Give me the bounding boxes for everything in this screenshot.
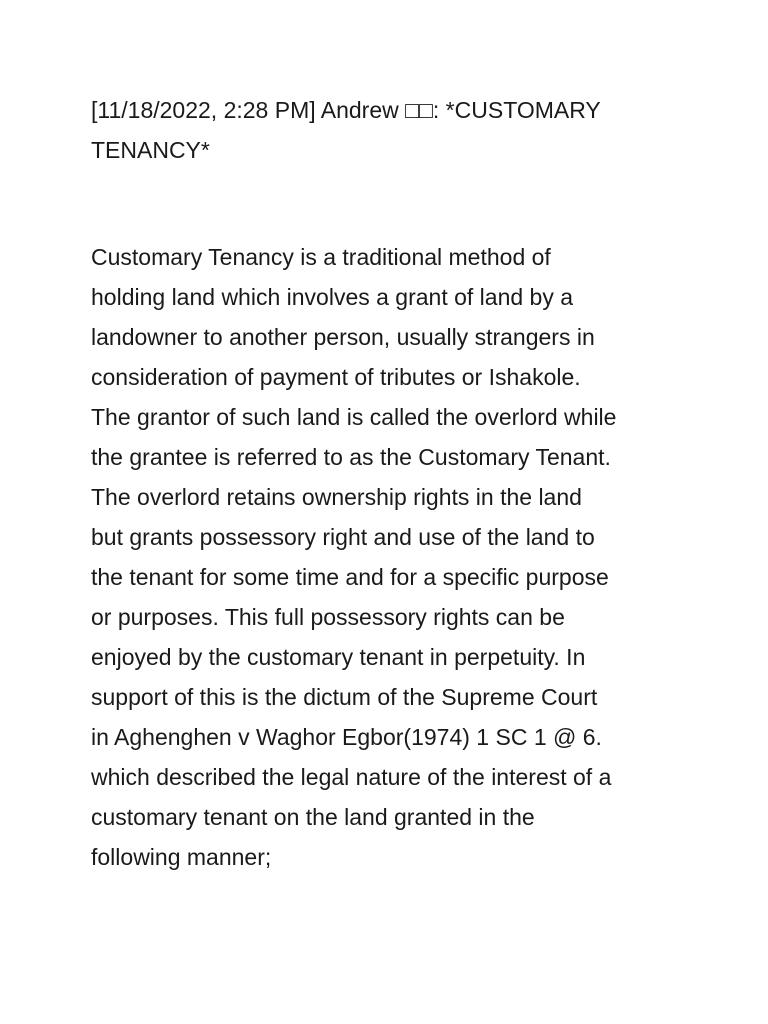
message-header [91, 90, 691, 170]
body-line: holding land which involves a grant of land by a [91, 284, 574, 310]
body-line: but grants possessory right and use of the land to [91, 524, 595, 550]
body-line: support of this is the dictum of the Supreme Court [91, 684, 598, 710]
body-line: enjoyed by the customary tenant in perpetuity. In [91, 644, 586, 670]
body-line: The grantor of such land is called the overlord while [91, 404, 617, 430]
body-line: the tenant for some time and for a specific purpose [91, 564, 609, 590]
body-line: following manner; [91, 844, 272, 870]
body-line: consideration of payment of tributes or Ishakole. [91, 364, 581, 390]
message-body [91, 237, 691, 877]
header-line: [11/18/2022, 2:28 PM] Andrew □□: *CUSTOMARY [91, 97, 601, 123]
header-line: TENANCY* [91, 137, 210, 163]
body-line: or purposes. This full possessory rights can be [91, 604, 565, 630]
body-line: The overlord retains ownership rights in the land [91, 484, 582, 510]
body-line: which described the legal nature of the interest of a [91, 764, 612, 790]
body-line: the grantee is referred to as the Customary Tenant. [91, 444, 611, 470]
body-line: landowner to another person, usually strangers in [91, 324, 595, 350]
body-line: customary tenant on the land granted in the [91, 804, 535, 830]
body-line: Customary Tenancy is a traditional method of [91, 244, 551, 270]
body-line: in Aghenghen v Waghor Egbor(1974) 1 SC 1 @ 6. [91, 724, 602, 750]
